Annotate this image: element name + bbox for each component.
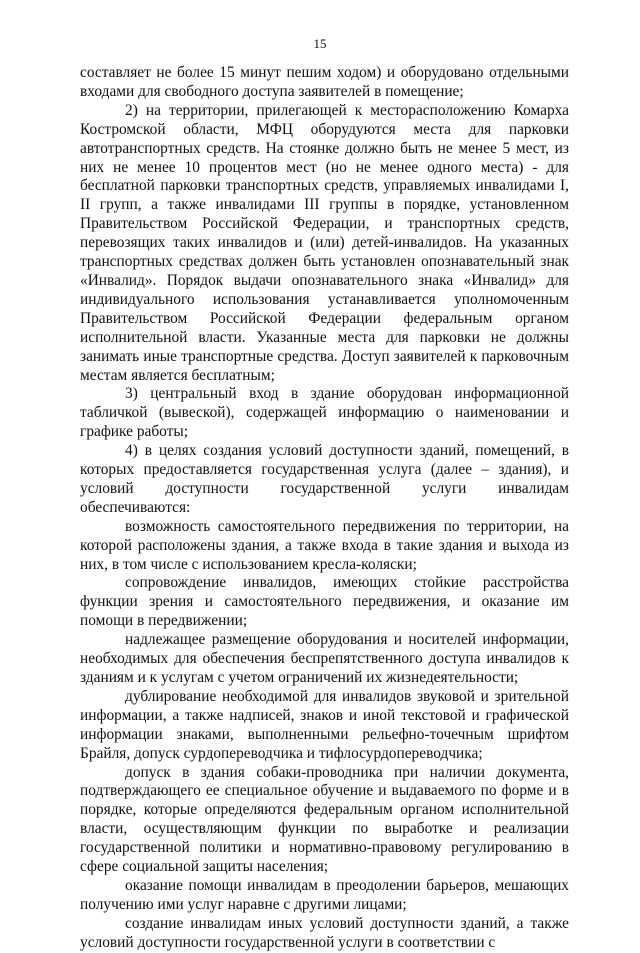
paragraph-information-duplication: дублирование необходимой для инвалидов звуковой и зрительной информации, а также надписей, знаков и иной текстовой и графической информации знаками, выполненными рельефно-точечным шрифтом Брайля, допуск сурдопереводчика и тифлосурдопереводчика;: [80, 687, 569, 762]
paragraph-item-4-accessibility: 4) в целях создания условий доступности зданий, помещений, в которых предоставляется государственная услуга (далее – здания), и условий доступности государственной услуги инвалидам обеспечиваются:: [80, 442, 569, 516]
paragraph-continuation: составляет не более 15 минут пешим ходом) и оборудовано отдельными входами для свободного доступа заявителей в помещение;: [80, 64, 569, 100]
paragraph-other-conditions: создание инвалидам иных условий доступности зданий, а также условий доступности государственной услуги в соответствии с: [80, 914, 569, 951]
paragraph-equipment-placement: надлежащее размещение оборудования и носителей информации, необходимых для обеспечения беспрепятственного доступа инвалидов к зданиям и к услугам с учетом ограничений их жизнедеятельности;: [80, 631, 569, 686]
paragraph-escort: сопровождение инвалидов, имеющих стойкие расстройства функции зрения и самостоятельного передвижения, и оказание им помощи в передвижении;: [80, 574, 569, 630]
page-number: 15: [313, 36, 327, 51]
document-body: [80, 64, 569, 953]
paragraph-guide-dog: допуск в здания собаки-проводника при наличии документа, подтверждающего ее специальное обучение и выдаваемого по форме и в порядке, которые определяются федеральным органом исполнительной власти, осуществляющим функции по выработке и реализации государственной политики и нормативно-правовому регулированию в сфере социальной защиты населения;: [80, 763, 569, 876]
paragraph-item-3-entrance: 3) центральный вход в здание оборудован информационной табличкой (вывеской), содержащей информацию о наименовании и графике работы;: [80, 385, 569, 441]
paragraph-item-2-parking: 2) на территории, прилегающей к месторасположению Комарха Костромской области, МФЦ оборудуются места для парковки автотранспортных средств. На стоянке должно быть не менее 5 мест, из них не менее 10 процентов мест (но не менее одного места) - для бесплатной парковки транспортных средств, управляемых инвалидами I, II групп, а также инвалидами III группы в порядке, установленном Правительством Российской Федерации, и транспортных средств, перевозящих таких инвалидов и (или) детей-инвалидов. На указанных транспортных средствах должен быть установлен опознавательный знак «Инвалид». Порядок выдачи опознавательного знака «Инвалид» для индивидуального использования устанавливается уполномоченным Правительством Российской Федерации федеральным органом исполнительной власти. Указанные места для парковки не должны занимать иные транспортные средства. Доступ заявителей к парковочным местам является бесплатным;: [80, 101, 569, 384]
paragraph-independent-movement: возможность самостоятельного передвижения по территории, на которой расположены здания, а также входа в такие здания и выхода из них, в том числе с использованием кресла-коляски;: [80, 517, 569, 573]
paragraph-barrier-assistance: оказание помощи инвалидам в преодолении барьеров, мешающих получению ими услуг наравне с другими лицами;: [80, 876, 569, 913]
